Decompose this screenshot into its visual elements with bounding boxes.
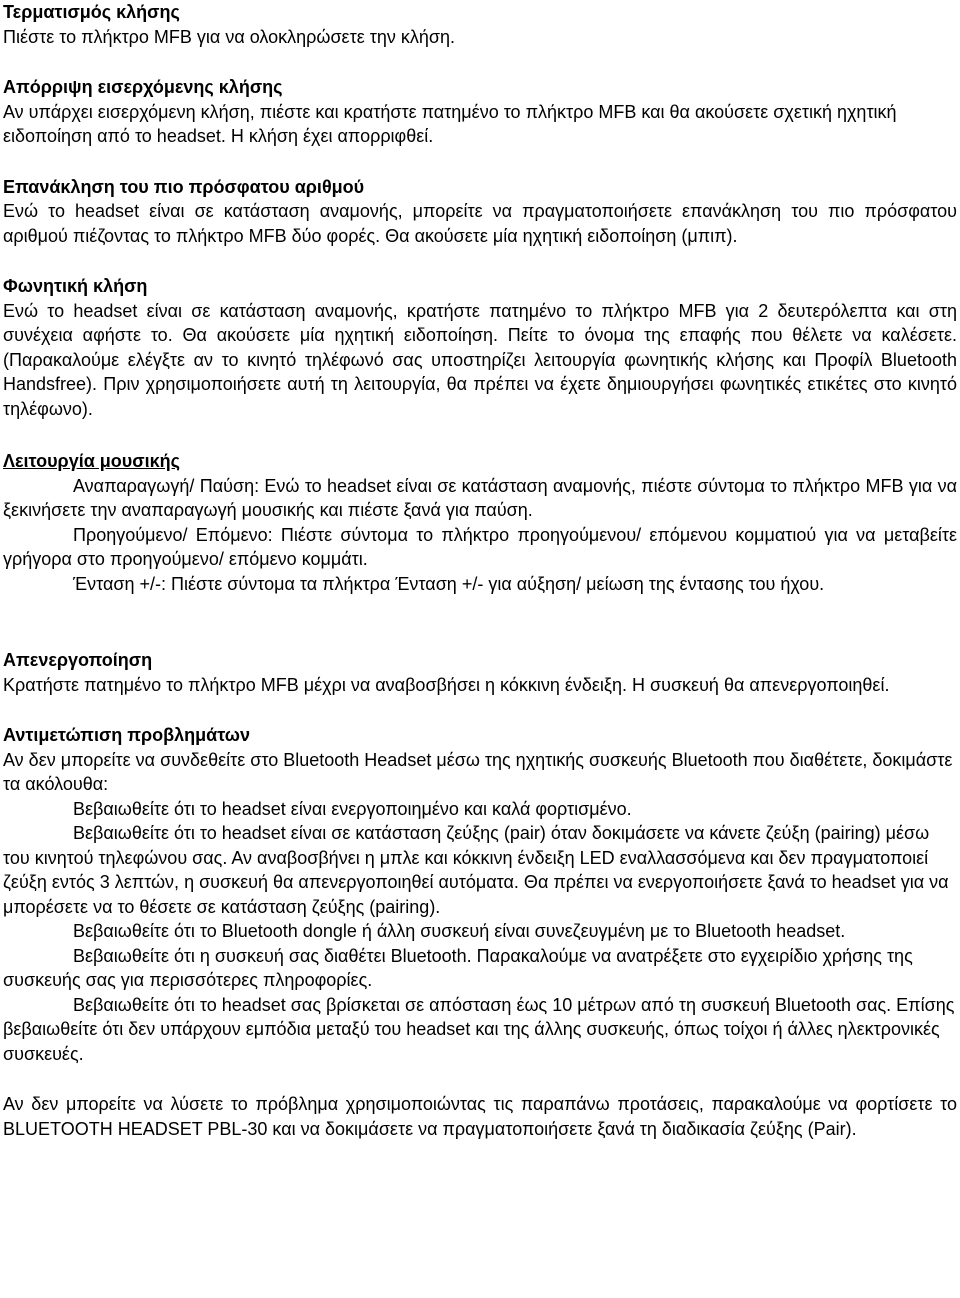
text-reject-call: Αν υπάρχει εισερχόμενη κλήση, πιέστε και κρατήστε πατημένο το πλήκτρο MFB και θα ακούσετε σχετική ηχητική ειδοποίηση από το headset. Η κλήση έχει απορριφθεί. xyxy=(3,101,897,146)
music-item: Αναπαραγωγή/ Παύση: Ενώ το headset είναι σε κατάσταση αναμονής, πιέστε σύντομα το πλήκτρο MFB για να ξεκινήσετε την αναπαραγωγή μουσικής και πιέστε ξανά για παύση. xyxy=(3,475,957,520)
heading-music: Λειτουργία μουσικής xyxy=(3,451,180,471)
spacer xyxy=(3,421,957,449)
text-power-off: Κρατήστε πατημένο το πλήκτρο MFB μέχρι να αναβοσβήσει η κόκκινη ένδειξη. Η συσκευή θα απενεργοποιηθεί. xyxy=(3,674,890,695)
section-voice-dial xyxy=(3,274,957,421)
troubleshooting-item: Βεβαιωθείτε ότι το headset είναι σε κατάσταση ζεύξης (pair) όταν δοκιμάσετε να κάνετε ζεύξη (pairing) μέσω του κινητού τηλεφώνου σας. Αν αναβοσβήνει η μπλε και κόκκινη ένδειξη LED εναλλασσόμενα και δεν πραγματοποιεί ζεύξη εντός 3 λεπτών, η συσκευή θα απενεργοποιηθεί αυτόματα. Θα πρέπει να ενεργοποιήσετε ξανά το headset για να μπορέσετε να το θέσετε σε κατάσταση ζεύξης (pairing). xyxy=(3,823,949,917)
section-music xyxy=(3,449,957,596)
troubleshooting-item: Βεβαιωθείτε ότι το headset είναι ενεργοποιημένο και καλά φορτισμένο. xyxy=(73,798,632,819)
heading-end-call: Τερματισμός κλήσης xyxy=(3,2,180,22)
heading-voice-dial: Φωνητική κλήση xyxy=(3,276,148,296)
heading-reject-call: Απόρριψη εισερχόμενης κλήσης xyxy=(3,77,283,97)
heading-redial: Επανάκληση του πιο πρόσφατου αριθμού xyxy=(3,176,365,197)
section-redial xyxy=(3,175,957,249)
text-voice-dial: Ενώ το headset είναι σε κατάσταση αναμονής, κρατήστε πατημένο το πλήκτρο MFB για 2 δευτερόλεπτα και στη συνέχεια αφήστε το. Θα ακούσετε μία ηχητική ειδοποίηση. Πείτε το όνομα της επαφής που θέλετε να καλέσετε. (Παρακαλούμε ελέγξτε αν το κινητό τηλέφωνό σας υποστηρίζει λειτουργία φωνητικής κλήσης και Προφίλ Bluetooth Handsfree). Πριν χρησιμοποιήσετε αυτή τη λειτουργία, θα πρέπει να έχετε δημιουργήσει φωνητικές ετικέτες στο κινητό τηλέφωνο). xyxy=(3,300,957,419)
text-troubleshooting-intro: Αν δεν μπορείτε να συνδεθείτε στο Bluetooth Headset μέσω της ηχητικής συσκευής Bluetooth που διαθέτετε, δοκιμάστε τα ακόλουθα: xyxy=(3,749,953,794)
spacer xyxy=(3,248,957,274)
heading-power-off: Απενεργοποίηση xyxy=(3,650,153,670)
troubleshooting-item: Βεβαιωθείτε ότι το headset σας βρίσκεται σε απόσταση έως 10 μέτρων από τη συσκευή Bluetooth σας. Επίσης βεβαιωθείτε ότι δεν υπάρχουν εμπόδια μεταξύ του headset και της άλλης συσκευής, όπως τοίχοι ή άλλες ηλεκτρονικές συσκευές. xyxy=(3,994,955,1064)
spacer xyxy=(3,596,957,648)
spacer xyxy=(3,697,957,723)
spacer xyxy=(3,1066,957,1092)
troubleshooting-item: Βεβαιωθείτε ότι το Bluetooth dongle ή άλλη συσκευή είναι συνεζευγμένη με το Bluetooth headset. xyxy=(73,921,846,941)
music-item: Προηγούμενο/ Επόμενο: Πιέστε σύντομα το πλήκτρο προηγούμενου/ επόμενου κομματιού για να μεταβείτε γρήγορα στο προηγούμενο/ επόμενο κομμάτι. xyxy=(3,524,957,569)
section-troubleshooting xyxy=(3,723,957,1066)
text-end-call: Πιέστε το πλήκτρο MFB για να ολοκληρώσετε την κλήση. xyxy=(3,26,455,47)
text-redial: Ενώ το headset είναι σε κατάσταση αναμονής, μπορείτε να πραγματοποιήσετε επανάκληση του πιο πρόσφατου αριθμού πιέζοντας το πλήκτρο MFB δύο φορές. Θα ακούσετε μία ηχητική ειδοποίηση (μπιπ). xyxy=(3,201,957,246)
section-power-off xyxy=(3,648,957,697)
spacer xyxy=(3,49,957,75)
heading-troubleshooting: Αντιμετώπιση προβλημάτων xyxy=(3,725,250,745)
spacer xyxy=(3,149,957,175)
section-reject-call xyxy=(3,75,957,149)
text-troubleshooting-closing: Αν δεν μπορείτε να λύσετε το πρόβλημα χρησιμοποιώντας τις παραπάνω προτάσεις, παρακαλούμε να φορτίσετε το BLUETOOTH HEADSET PBL-30 και να δοκιμάσετε να πραγματοποιήσετε ξανά τη διαδικασία ζεύξης (Pair). xyxy=(3,1094,957,1139)
manual-page xyxy=(3,0,957,1141)
music-item: Ένταση +/-: Πιέστε σύντομα τα πλήκτρα Ένταση +/- για αύξηση/ μείωση της έντασης του ήχου. xyxy=(73,573,825,594)
troubleshooting-item: Βεβαιωθείτε ότι η συσκευή σας διαθέτει Bluetooth. Παρακαλούμε να ανατρέξετε στο εγχειρίδιο χρήσης της συσκευής σας για περισσότερες πληροφορίες. xyxy=(3,945,913,990)
section-end-call xyxy=(3,0,957,49)
